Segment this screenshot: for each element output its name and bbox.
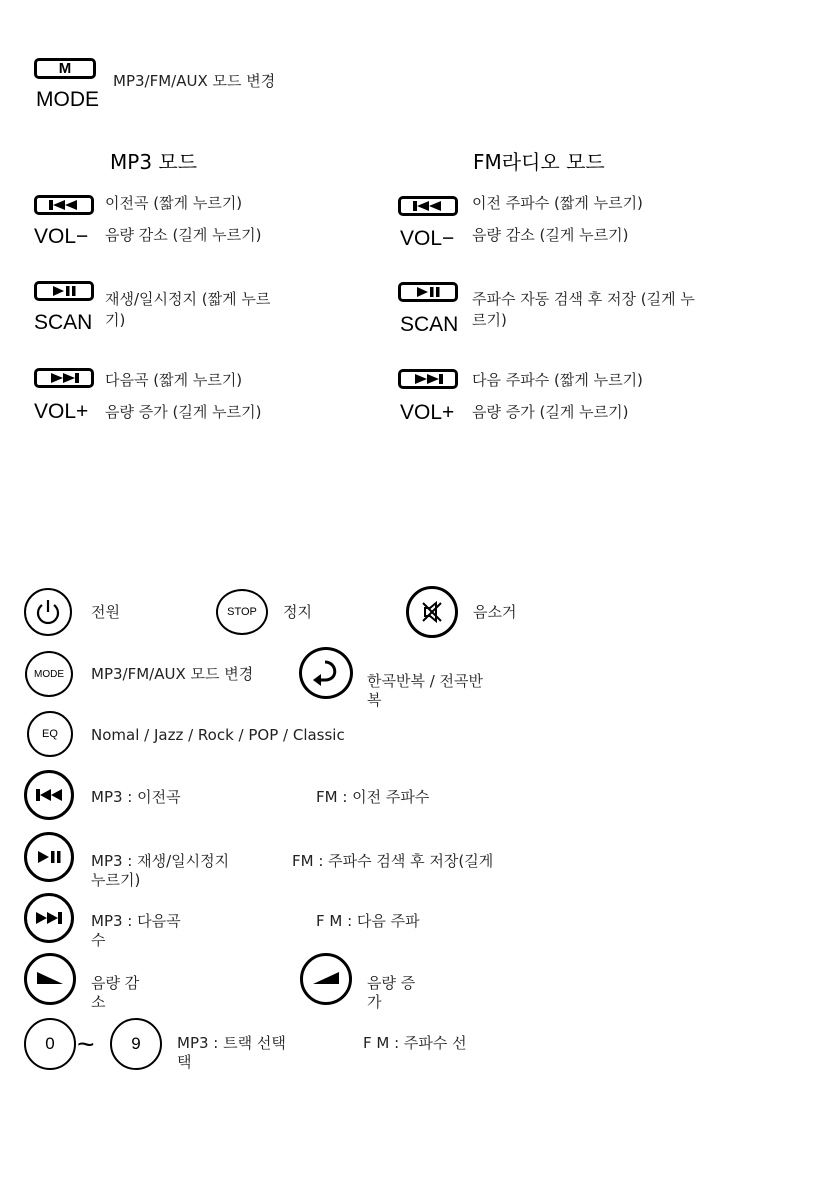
eq-icon-text: EQ — [42, 728, 58, 740]
digit-nine-text: 9 — [131, 1034, 141, 1053]
mode-key-caption: MODE — [36, 88, 99, 111]
volume-down-label-line2: 소 — [91, 993, 106, 1011]
remote-next-fm: F M : 다음 주파 — [316, 912, 420, 930]
fm-volume-down-long: 음량 감소 (길게 누르기) — [472, 226, 629, 244]
repeat-label-line2: 복 — [367, 691, 382, 709]
mp3-next-key[interactable] — [34, 368, 94, 388]
repeat-label-line1: 한곡반복 / 전곡반 — [367, 672, 484, 690]
repeat-button[interactable] — [299, 647, 353, 699]
remote-next-mp3: MP3 : 다음곡 — [91, 912, 181, 930]
next-icon — [411, 373, 445, 385]
play-pause-icon — [50, 285, 78, 297]
previous-icon — [411, 200, 445, 212]
mute-label: 음소거 — [473, 603, 517, 621]
fm-auto-search-long: 주파수 자동 검색 후 저장 (길게 누 — [472, 290, 695, 308]
fm-auto-search-cont: 르기) — [472, 311, 507, 329]
digits-mp3-cont: 택 — [177, 1053, 192, 1071]
fm-volume-up-long: 음량 증가 (길게 누르기) — [472, 403, 629, 421]
mp3-previous-short: 이전곡 (짧게 누르기) — [105, 194, 243, 212]
repeat-icon — [309, 658, 343, 688]
fm-next-short: 다음 주파수 (짧게 누르기) — [472, 371, 643, 389]
digit-range-tilde: ~ — [77, 1028, 95, 1061]
mode-key[interactable] — [34, 58, 96, 79]
volume-up-label-line1: 음량 증 — [367, 974, 416, 992]
volume-down-icon — [35, 970, 65, 988]
mode-description: MP3/FM/AUX 모드 변경 — [113, 72, 276, 90]
fm-scan-key[interactable] — [398, 282, 458, 302]
fm-scan-caption: SCAN — [400, 313, 459, 336]
remote-previous-fm: FM : 이전 주파수 — [316, 788, 430, 806]
volume-up-button[interactable] — [300, 953, 352, 1005]
remote-previous-button[interactable] — [24, 770, 74, 820]
mute-icon — [417, 597, 447, 627]
remote-play-pause-button[interactable] — [24, 832, 74, 882]
mp3-play-pause-cont: 기) — [105, 311, 126, 329]
mp3-next-short: 다음곡 (짧게 누르기) — [105, 371, 243, 389]
remote-play-pause-mp3: MP3 : 재생/일시정지 — [91, 852, 230, 870]
remote-play-pause-mp3-cont: 누르기) — [91, 871, 141, 889]
mode-key-glyph: M — [58, 60, 72, 77]
remote-previous-mp3: MP3 : 이전곡 — [91, 788, 181, 806]
mp3-vol-plus-caption: VOL+ — [34, 400, 89, 423]
fm-mode-heading: FM라디오 모드 — [473, 150, 605, 174]
mode-icon-text: MODE — [34, 668, 64, 680]
mp3-mode-heading: MP3 모드 — [110, 150, 198, 174]
fm-vol-plus-caption: VOL+ — [400, 401, 455, 424]
digits-fm: F M : 주파수 선 — [363, 1034, 467, 1052]
digit-zero-text: 0 — [45, 1034, 55, 1053]
fm-next-key[interactable] — [398, 369, 458, 389]
play-pause-icon — [414, 286, 442, 298]
digits-mp3: MP3 : 트랙 선택 — [177, 1034, 286, 1052]
play-pause-icon — [35, 850, 63, 864]
power-icon — [34, 598, 62, 626]
fm-previous-short: 이전 주파수 (짧게 누르기) — [472, 194, 643, 212]
mp3-volume-down-long: 음량 감소 (길게 누르기) — [105, 226, 262, 244]
fm-vol-minus-caption: VOL− — [400, 227, 455, 250]
power-label: 전원 — [91, 603, 120, 621]
next-icon — [34, 911, 64, 925]
fm-previous-key[interactable] — [398, 196, 458, 216]
stop-label: 정지 — [283, 603, 312, 621]
mp3-vol-minus-caption: VOL− — [34, 225, 89, 248]
mode-button[interactable] — [25, 651, 73, 697]
mode-label: MP3/FM/AUX 모드 변경 — [91, 665, 254, 683]
volume-up-label-line2: 가 — [367, 993, 382, 1011]
mp3-play-pause-key[interactable] — [34, 281, 94, 301]
mp3-scan-caption: SCAN — [34, 311, 93, 334]
digit-zero-button[interactable] — [24, 1018, 76, 1070]
volume-down-label-line1: 음량 감 — [91, 974, 140, 992]
mp3-play-pause-short: 재생/일시정지 (짧게 누르 — [105, 290, 271, 308]
mp3-previous-key[interactable] — [34, 195, 94, 215]
next-icon — [47, 372, 81, 384]
power-button[interactable] — [24, 588, 72, 636]
remote-next-mp3-cont: 수 — [91, 931, 106, 949]
stop-icon-text: STOP — [227, 606, 257, 618]
mute-button[interactable] — [406, 586, 458, 638]
remote-play-pause-fm: FM : 주파수 검색 후 저장(길게 — [292, 852, 494, 870]
eq-button[interactable] — [27, 711, 73, 757]
stop-button[interactable] — [216, 589, 268, 635]
mp3-volume-up-long: 음량 증가 (길게 누르기) — [105, 403, 262, 421]
volume-up-icon — [311, 970, 341, 988]
previous-icon — [47, 199, 81, 211]
digit-nine-button[interactable] — [110, 1018, 162, 1070]
eq-label: Nomal / Jazz / Rock / POP / Classic — [91, 726, 345, 744]
remote-next-button[interactable] — [24, 893, 74, 943]
previous-icon — [34, 788, 64, 802]
volume-down-button[interactable] — [24, 953, 76, 1005]
